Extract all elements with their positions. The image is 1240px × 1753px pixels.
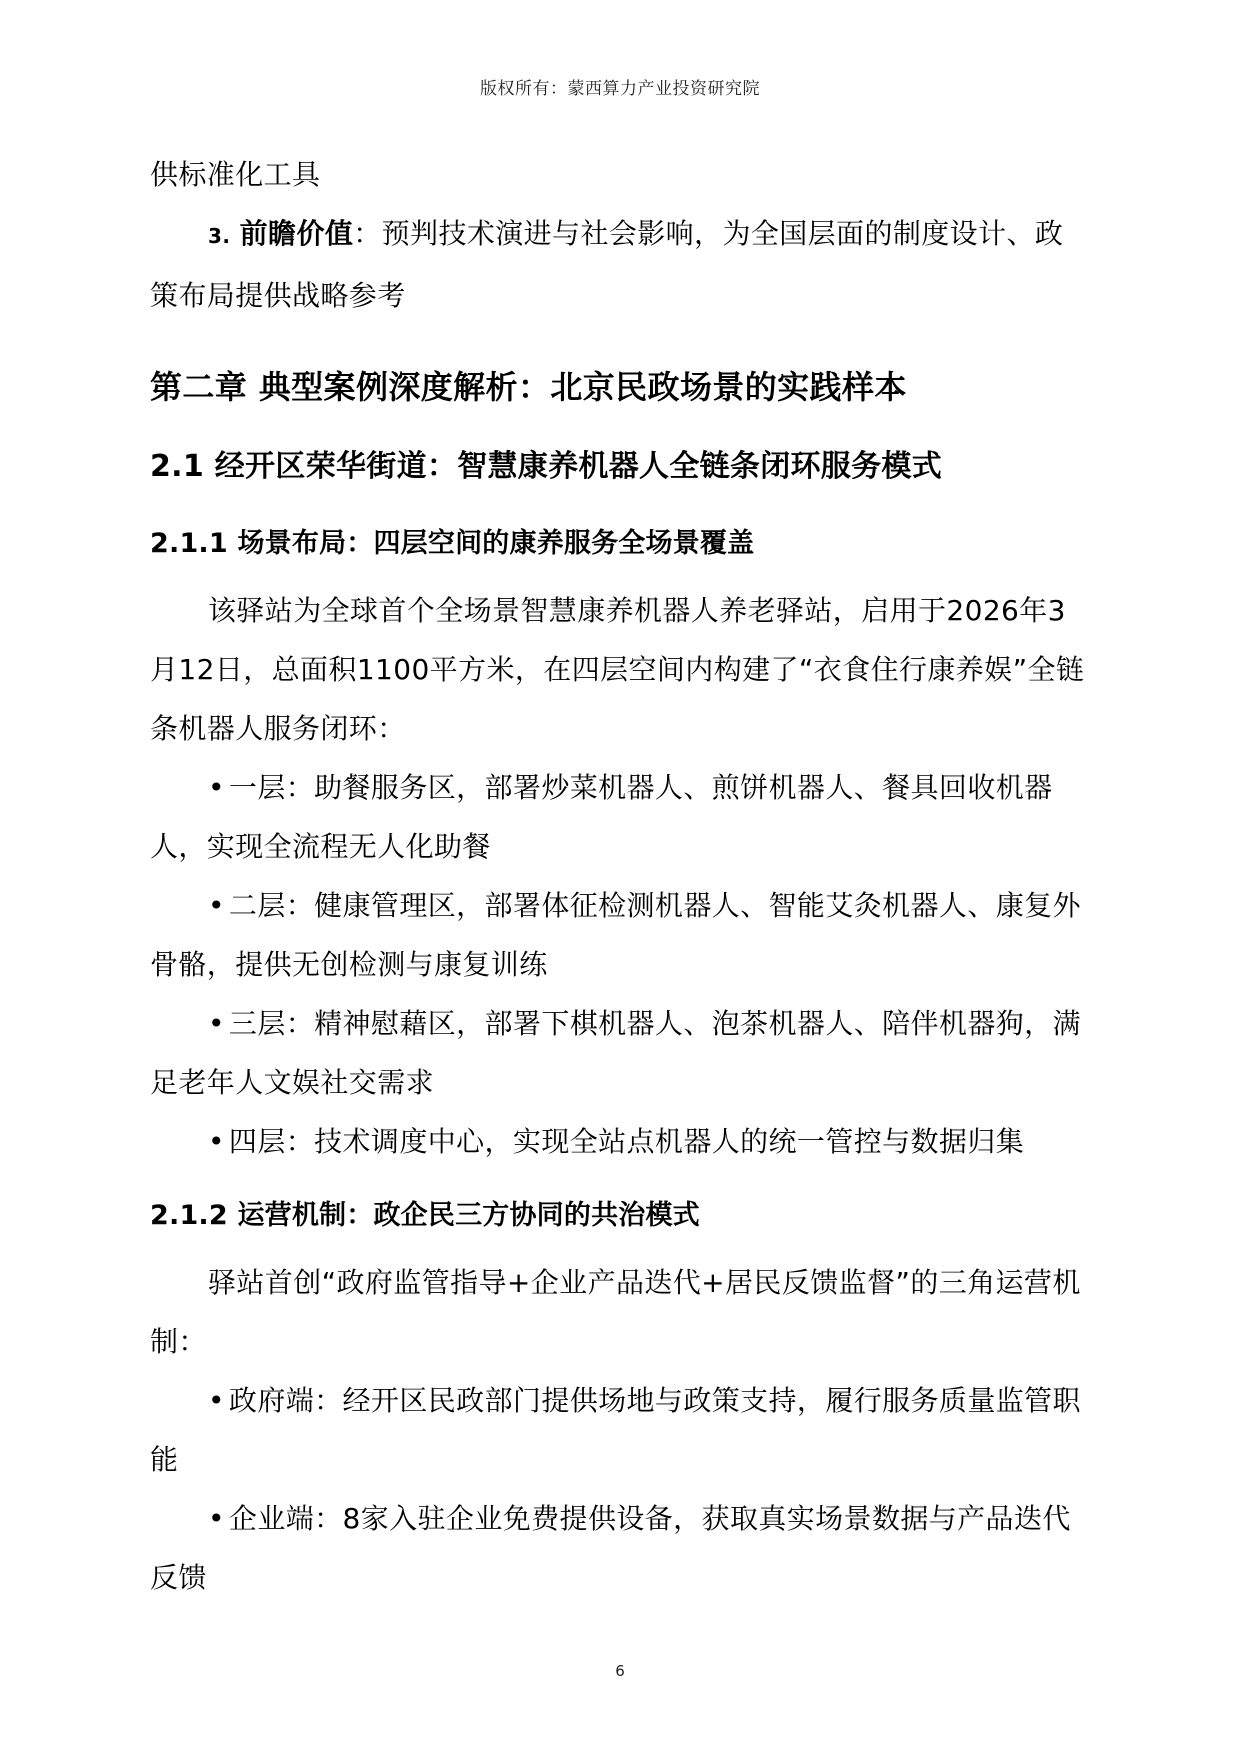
list-item-text: 一层：助餐服务区，部署炒菜机器人、煎饼机器人、餐具回收机器人，实现全流程无人化助餐: [150, 771, 1053, 863]
list-item: [150, 1371, 1090, 1489]
paragraph-continuation: 供标准化工具: [150, 158, 321, 191]
bullet-icon: •: [208, 889, 225, 922]
list-item: [150, 994, 1090, 1112]
list-item-text: 二层：健康管理区，部署体征检测机器人、智能艾灸机器人、康复外骨骼，提供无创检测与康复训练: [150, 889, 1081, 981]
list-item: [150, 876, 1090, 994]
section-title-2-1-1: 2.1.1 场景布局：四层空间的康养服务全场景覆盖: [150, 528, 755, 559]
list-item-text: 四层：技术调度中心，实现全站点机器人的统一管控与数据归集: [228, 1125, 1025, 1158]
page-content: [150, 145, 1090, 1607]
page-number: 6: [615, 1662, 625, 1680]
bullet-icon: •: [208, 1125, 225, 1158]
list-item-text: 政府端：经开区民政部门提供场地与政策支持，履行服务质量监管职能: [150, 1384, 1081, 1476]
list-item: [150, 1489, 1090, 1607]
chapter-title: 第二章 典型案例深度解析：北京民政场景的实践样本: [150, 368, 907, 406]
paragraph-station-intro: 该驿站为全球首个全场景智慧康养机器人养老驿站，启用于2026年3月12日，总面积1100平方米，在四层空间内构建了“衣食住行康养娱”全链条机器人服务闭环：: [150, 594, 1085, 745]
bullet-icon: •: [208, 1384, 225, 1417]
bullet-icon: •: [208, 771, 225, 804]
list-item-3: [150, 204, 1090, 325]
list-item: [150, 1112, 1090, 1171]
item-number: 3.: [208, 224, 231, 248]
list-item-text: 三层：精神慰藉区，部署下棋机器人、泡茶机器人、陪伴机器狗，满足老年人文娱社交需求: [150, 1007, 1081, 1099]
section-title-2-1-2: 2.1.2 运营机制：政企民三方协同的共治模式: [150, 1200, 700, 1231]
page-header: 版权所有：蒙西算力产业投资研究院: [480, 79, 760, 99]
item-label: 前瞻价值: [239, 217, 354, 250]
paragraph-operation-intro: 驿站首创“政府监管指导+企业产品迭代+居民反馈监督”的三角运营机制：: [150, 1266, 1081, 1358]
item-text: ：预判技术演进与社会影响，为全国层面的制度设计、政策布局提供战略参考: [150, 217, 1064, 312]
list-item: [150, 758, 1090, 876]
bullet-icon: •: [208, 1007, 225, 1040]
section-title-2-1: 2.1 经开区荣华街道：智慧康养机器人全链条闭环服务模式: [150, 449, 942, 484]
bullet-icon: •: [208, 1502, 225, 1535]
list-item-text: 企业端：8家入驻企业免费提供设备，获取真实场景数据与产品迭代反馈: [150, 1502, 1071, 1594]
